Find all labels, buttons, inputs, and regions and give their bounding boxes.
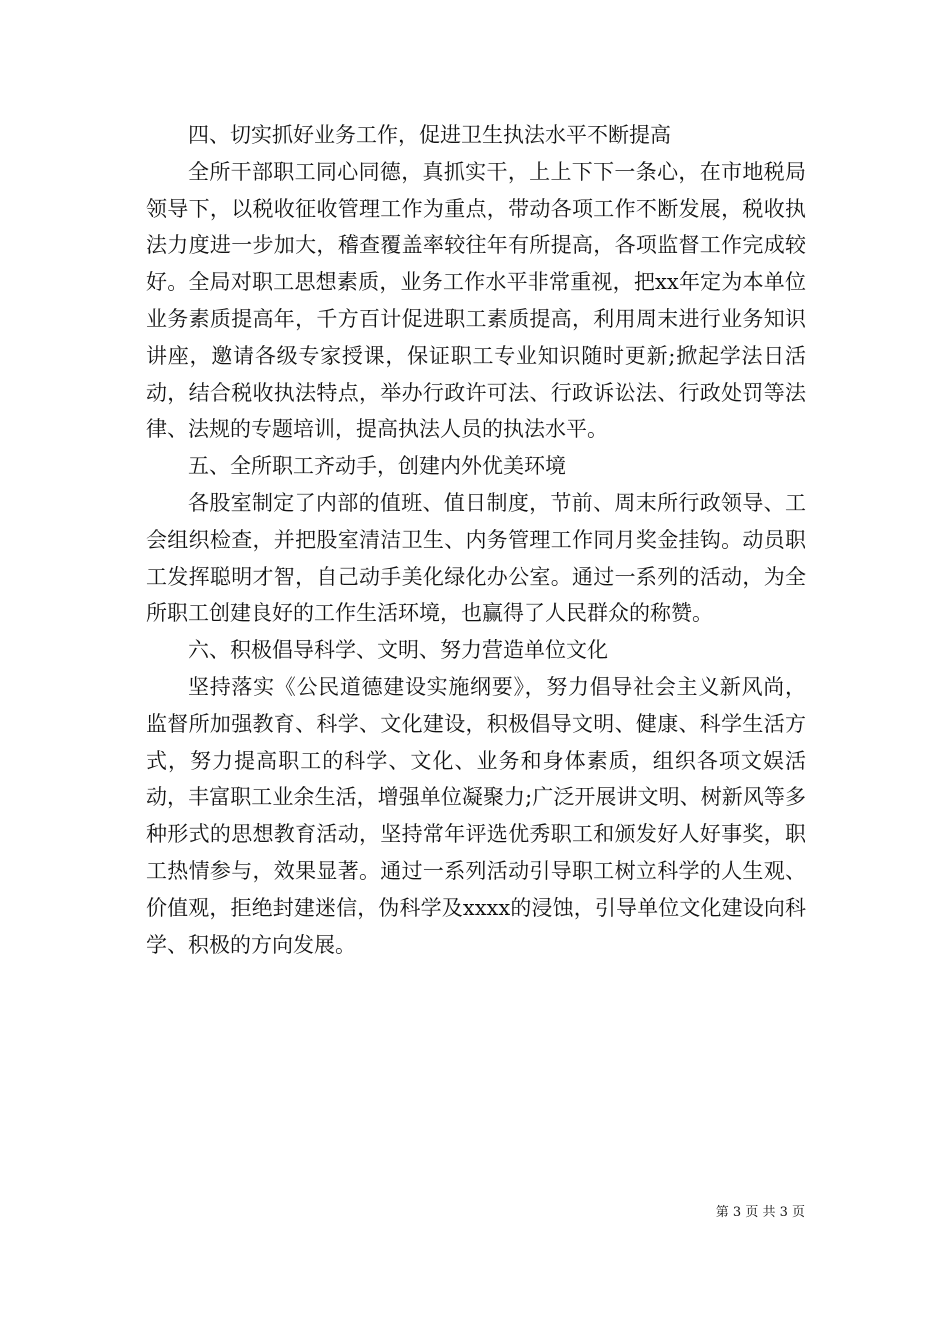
section-body-5: 各股室制定了内部的值班、值日制度，节前、周末所行政领导、工会组织检查，并把股室清洁卫生、内务管理工作同月奖金挂钩。动员职工发挥聪明才智，自己动手美化绿化办公室。通过一系列的活动，为全所职工创建良好的工作生活环境，也赢得了人民群众的称赞。	[146, 490, 806, 626]
section-heading-6: 六、积极倡导科学、文明、努力营造单位文化	[188, 638, 608, 663]
section-body-4: 全所干部职工同心同德，真抓实干，上上下下一条心，在市地税局领导下，以税收征收管理工作为重点，带动各项工作不断发展，税收执法力度进一步加大，稽查覆盖率较往年有所提高，各项监督工作完成较好。全局对职工思想素质，业务工作水平非常重视，把xx年定为本单位业务素质提高年，千方百计促进职工素质提高，利用周末进行业务知识讲座，邀请各级专家授课，保证职工专业知识随时更新;掀起学法日活动，结合税收执法特点，举办行政许可法、行政诉讼法、行政处罚等法律、法规的专题培训，提高执法人员的执法水平。	[146, 159, 806, 442]
section-heading-4: 四、切实抓好业务工作，促进卫生执法水平不断提高	[188, 123, 671, 147]
document-body	[146, 117, 806, 963]
section-heading-5: 五、全所职工齐动手，创建内外优美环境	[188, 454, 566, 479]
section-body-6: 坚持落实《公民道德建设实施纲要》，努力倡导社会主义新风尚，监督所加强教育、科学、文化建设，积极倡导文明、健康、科学生活方式，努力提高职工的科学、文化、业务和身体素质，组织各项文娱活动，丰富职工业余生活，增强单位凝聚力;广泛开展讲文明、树新风等多种形式的思想教育活动，坚持常年评选优秀职工和颁发好人好事奖，职工热情参与，效果显著。通过一系列活动引导职工树立科学的人生观、价值观，拒绝封建迷信，伪科学及xxxx的浸蚀，引导单位文化建设向科学、积极的方向发展。	[146, 674, 806, 957]
page-number-footer: 第 3 页 共 3 页	[715, 1205, 805, 1220]
